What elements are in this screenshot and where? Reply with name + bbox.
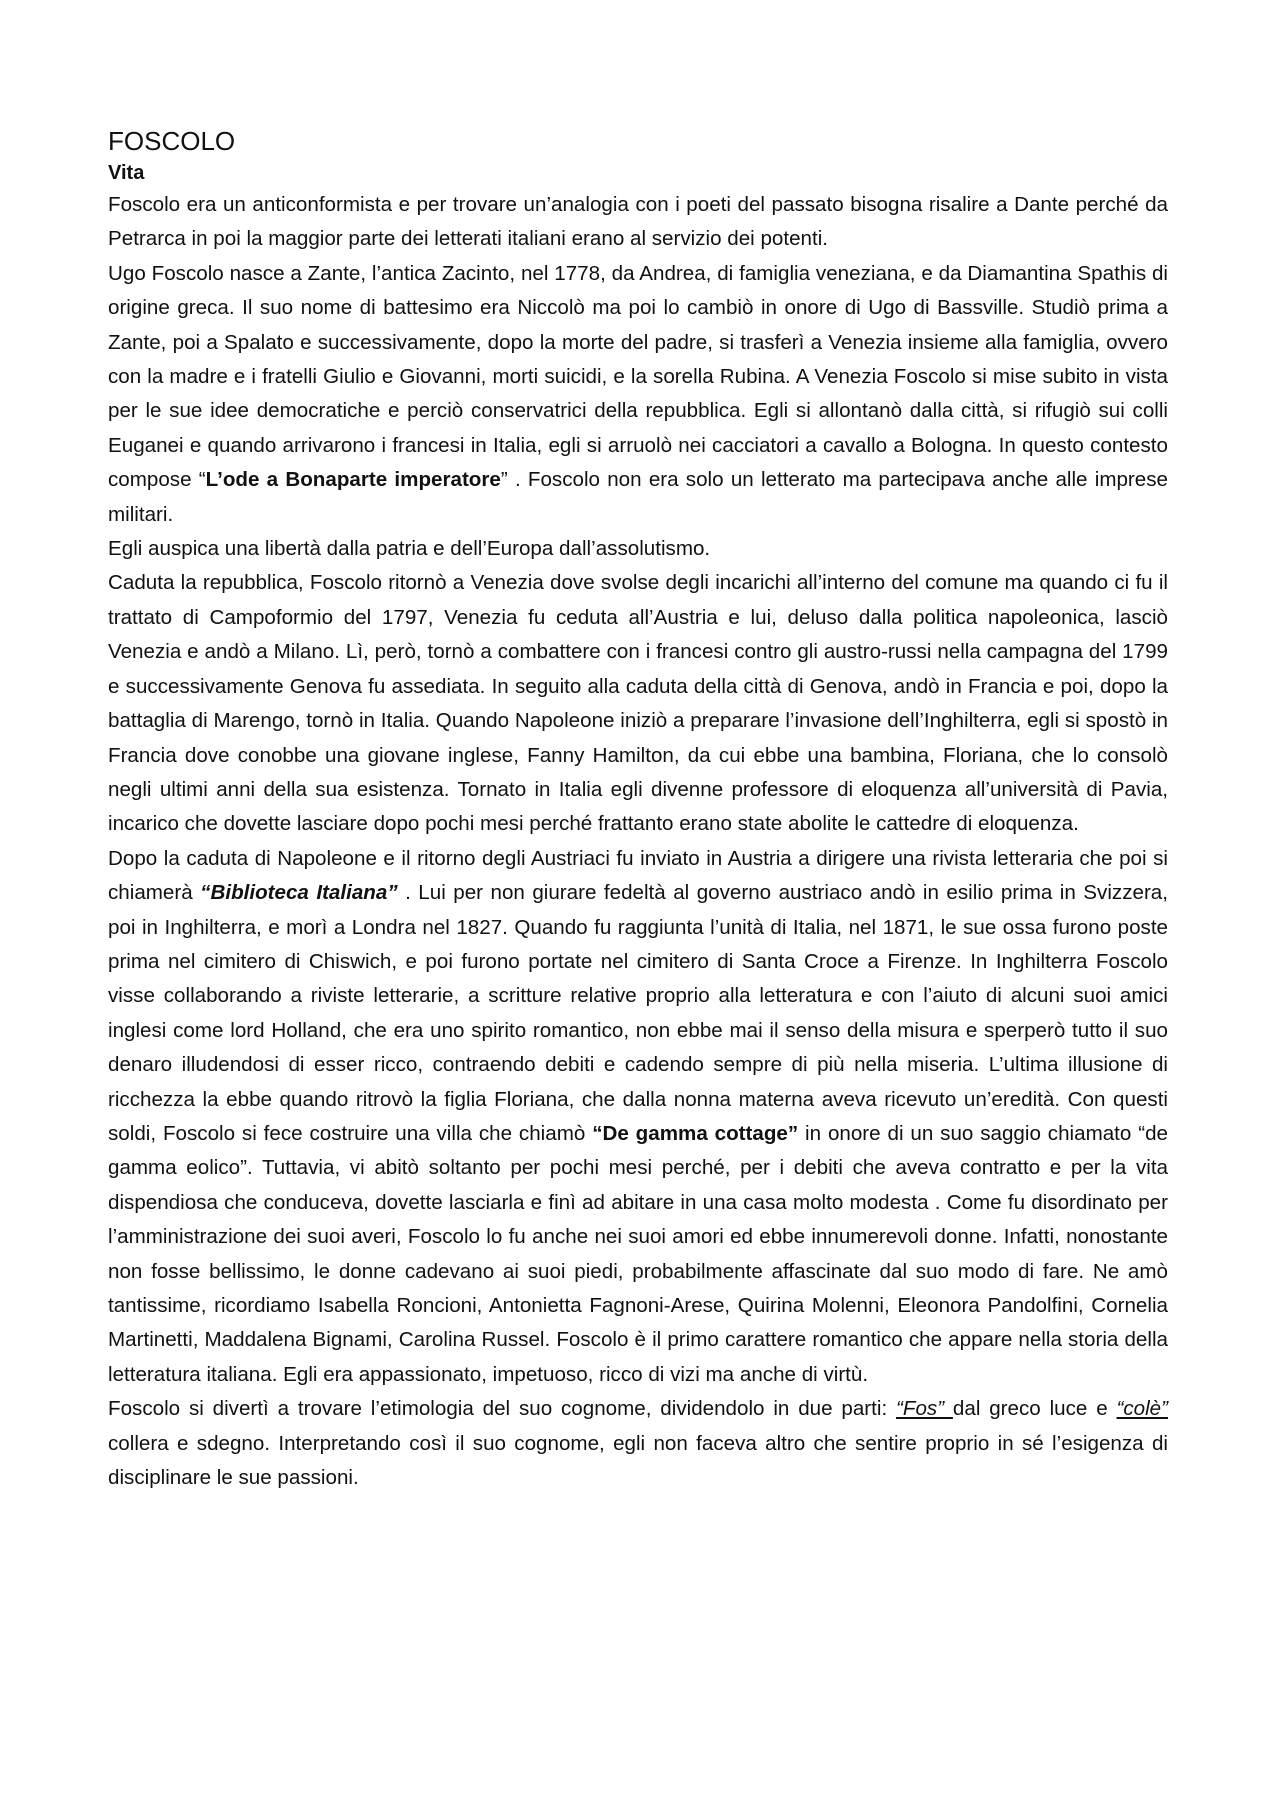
paragraph-text: Ugo Foscolo nasce a Zante, l’antica Zacinto, nel 1778, da Andrea, di famiglia veneziana, e da Diamantina Spathis di origine greca. Il suo nome di battesimo era Niccolò ma poi lo cambiò in onore di Ugo di Bassville. Studiò prima a Zante, poi a Spalato e successivamente, dopo la morte del padre, si trasferì a Venezia insieme alla famiglia, ovvero con la madre e i fratelli Giulio e Giovanni, morti suicidi, e la sorella Rubina. A Venezia Foscolo si mise subito in vista per le sue idee democratiche e perciò conservatrici della repubblica. Egli si allontanò dalla città, si rifugiò sui colli Euganei e quando arrivarono i francesi in Italia, egli si arruolò nei cacciatori a cavallo a Bologna. In questo contesto compose “ [108,261,1168,492]
paragraph-text: collera e sdegno. Interpretando così il suo cognome, egli non faceva altro che sentire proprio in sé l’esigenza di disciplinare le sue passioni. [108,1431,1168,1490]
villa-name: “De gamma cottage” [592,1121,799,1145]
paragraph-text: ” . Foscolo non era solo un letterato ma partecipava anche alle imprese militari. [108,468,1168,526]
paragraph-text: in onore di un suo saggio chiamato “de gamma eolico”. Tuttavia, vi abitò soltanto per pochi mesi perché, per i debiti che aveva contratto e per la vita dispendiosa che conduceva, dovette lasciarla e finì ad abitare in una casa molto modesta . Come fu disordinato per l’amministrazione dei suoi averi, Foscolo lo fu anche nei suoi amori ed ebbe innumerevoli donne. Infatti, nonostante non fosse bellissimo, le donne cadevano ai suoi piedi, probabilmente affascinate dal suo modo di fare. Ne amò tantissime, ricordiamo Isabella Roncioni, Antonietta Fagnoni-Arese, Quirina Molenni, Eleonora Pandolfini, Cornelia Martinetti, Maddalena Bignami, Carolina Russel. Foscolo è il primo carattere romantico che appare nella storia della letteratura italiana. Egli era appassionato, impetuoso, ricco di vizi ma anche di virtù. [108,1121,1168,1386]
paragraph-intro: Foscolo era un anticonformista e per trovare un’analogia con i poeti del passato bisogna risalire a Dante perché da Petrarca in poi la maggior parte dei letterati italiani erano al servizio dei potenti. [108,193,1168,251]
etymology-fos: “Fos” [896,1397,953,1421]
section-heading-vita: Vita [108,162,145,184]
paragraph-republic-fall: Caduta la repubblica, Foscolo ritornò a Venezia dove svolse degli incarichi all’interno del comune ma quando ci fu il trattato di Campoformio del 1797, Venezia fu ceduta all’Austria e lui, deluso dalla politica napoleonica, lasciò Venezia e andò a Milano. Lì, però, tornò a combattere con i francesi contro gli austro-russi nella campagna del 1799 e successivamente Genova fu assediata. In seguito alla caduta della città di Genova, andò in Francia e poi, dopo la battaglia di Marengo, tornò in Italia. Quando Napoleone iniziò a preparare l’invasione dell’Inghilterra, egli si spostò in Francia dove conobbe una giovane inglese, Fanny Hamilton, da cui ebbe una bambina, Floriana, che lo consolò negli ultimi anni della sua esistenza. Tornato in Italia egli divenne professore di eloquenza all’università di Pavia, incarico che dovette lasciare dopo pochi mesi perché frattanto erano state abolite le cattedre di eloquenza. [108,571,1168,836]
paragraph-text: . Lui per non giurare fedeltà al governo austriaco andò in esilio prima in Svizzera, poi in Inghilterra, e morì a Londra nel 1827. Quando fu raggiunta l’unità di Italia, nel 1871, le sue ossa furono poste prima nel cimitero di Chiswich, e poi furono portate nel cimitero di Santa Croce a Firenze. In Inghilterra Foscolo visse collaborando a riviste letterarie, a scritture relative proprio alla letteratura e con l’aiuto di alcuni suoi amici inglesi come lord Holland, che era uno spirito romantico, non ebbe mai il senso della misura e sperperò tutto il suo denaro illudendosi di esser ricco, contraendo debiti e cadendo sempre di più nella miseria. L’ultima illusione di ricchezza la ebbe quando ritrovò la figlia Floriana, che dalla nonna materna aveva ricevuto un’eredità. Con questi soldi, Foscolo si fece costruire una villa che chiamò [108,881,1168,1145]
document-page [108,124,1168,1495]
magazine-title: “Biblioteca Italiana” [200,881,398,905]
paragraph-exile [108,842,1168,1393]
paragraph-biography [108,257,1168,532]
document-title: FOSCOLO [108,126,236,156]
paragraph-text: dal greco luce e [952,1397,1117,1421]
ode-title: L’ode a Bonaparte imperatore [205,468,501,492]
paragraph-text: Dopo la caduta di Napoleone e il ritorno degli Austriaci fu inviato in Austria a dirigere una rivista letteraria che poi si chiamerà [108,846,1168,905]
paragraph-text: Foscolo si divertì a trovare l’etimologia del suo cognome, dividendolo in due parti: [108,1397,897,1421]
paragraph-etymology [108,1392,1168,1495]
etymology-cole: “colè” [1116,1397,1168,1421]
paragraph-liberty: Egli auspica una libertà dalla patria e dell’Europa dall’assolutismo. [108,537,711,561]
